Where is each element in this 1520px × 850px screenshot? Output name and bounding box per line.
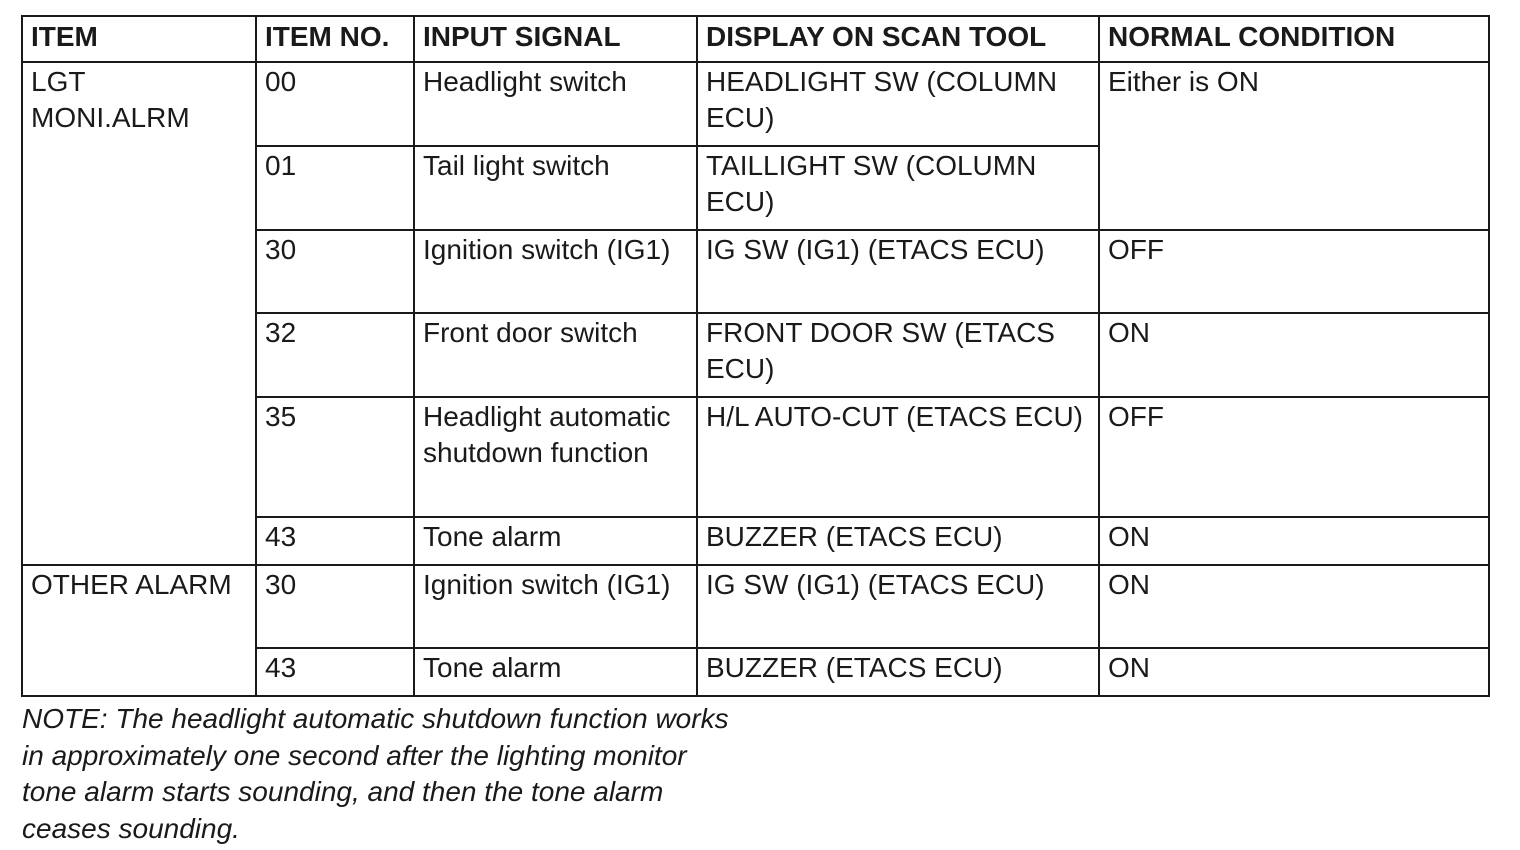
item-no-cell: 00 bbox=[256, 62, 414, 146]
input-signal-cell: Ignition switch (IG1) bbox=[414, 565, 697, 648]
display-cell: IG SW (IG1) (ETACS ECU) bbox=[697, 565, 1099, 648]
header-row bbox=[22, 16, 1489, 62]
display-cell: BUZZER (ETACS ECU) bbox=[697, 648, 1099, 696]
table-row bbox=[22, 565, 1489, 648]
item-no-cell: 32 bbox=[256, 313, 414, 397]
input-signal-cell: Headlight switch bbox=[414, 62, 697, 146]
input-signal-cell: Tone alarm bbox=[414, 517, 697, 565]
display-cell: HEADLIGHT SW (COLUMN ECU) bbox=[697, 62, 1099, 146]
input-signal-cell: Front door switch bbox=[414, 313, 697, 397]
input-signal-cell: Ignition switch (IG1) bbox=[414, 230, 697, 313]
item-no-cell: 01 bbox=[256, 146, 414, 230]
table-note: NOTE: The headlight automatic shutdown function works in approximately one second after the lighting monitor tone alarm starts sounding, and then the tone alarm ceases sounding. bbox=[22, 703, 729, 844]
group-item-label: OTHER ALARM bbox=[22, 565, 256, 696]
condition-cell: Either is ON bbox=[1099, 62, 1489, 230]
condition-cell: OFF bbox=[1099, 230, 1489, 313]
condition-cell: ON bbox=[1099, 648, 1489, 696]
input-signal-cell: Headlight automatic shutdown function bbox=[414, 397, 697, 517]
condition-cell: ON bbox=[1099, 565, 1489, 648]
condition-cell: OFF bbox=[1099, 397, 1489, 517]
scan-tool-table bbox=[21, 15, 1490, 697]
item-no-cell: 35 bbox=[256, 397, 414, 517]
item-no-cell: 43 bbox=[256, 648, 414, 696]
header-item-no: ITEM NO. bbox=[256, 16, 414, 62]
header-normal-condition: NORMAL CONDITION bbox=[1099, 16, 1489, 62]
display-cell: TAILLIGHT SW (COLUMN ECU) bbox=[697, 146, 1099, 230]
display-cell: IG SW (IG1) (ETACS ECU) bbox=[697, 230, 1099, 313]
display-cell: H/L AUTO-CUT (ETACS ECU) bbox=[697, 397, 1099, 517]
header-input-signal: INPUT SIGNAL bbox=[414, 16, 697, 62]
display-cell: BUZZER (ETACS ECU) bbox=[697, 517, 1099, 565]
item-no-cell: 43 bbox=[256, 517, 414, 565]
header-item: ITEM bbox=[22, 16, 256, 62]
display-cell: FRONT DOOR SW (ETACS ECU) bbox=[697, 313, 1099, 397]
item-no-cell: 30 bbox=[256, 230, 414, 313]
input-signal-cell: Tone alarm bbox=[414, 648, 697, 696]
header-display: DISPLAY ON SCAN TOOL bbox=[697, 16, 1099, 62]
condition-cell: ON bbox=[1099, 517, 1489, 565]
input-signal-cell: Tail light switch bbox=[414, 146, 697, 230]
group-item-label: LGT MONI.ALRM bbox=[22, 62, 256, 565]
condition-cell: ON bbox=[1099, 313, 1489, 397]
table-row bbox=[22, 62, 1489, 146]
item-no-cell: 30 bbox=[256, 565, 414, 648]
